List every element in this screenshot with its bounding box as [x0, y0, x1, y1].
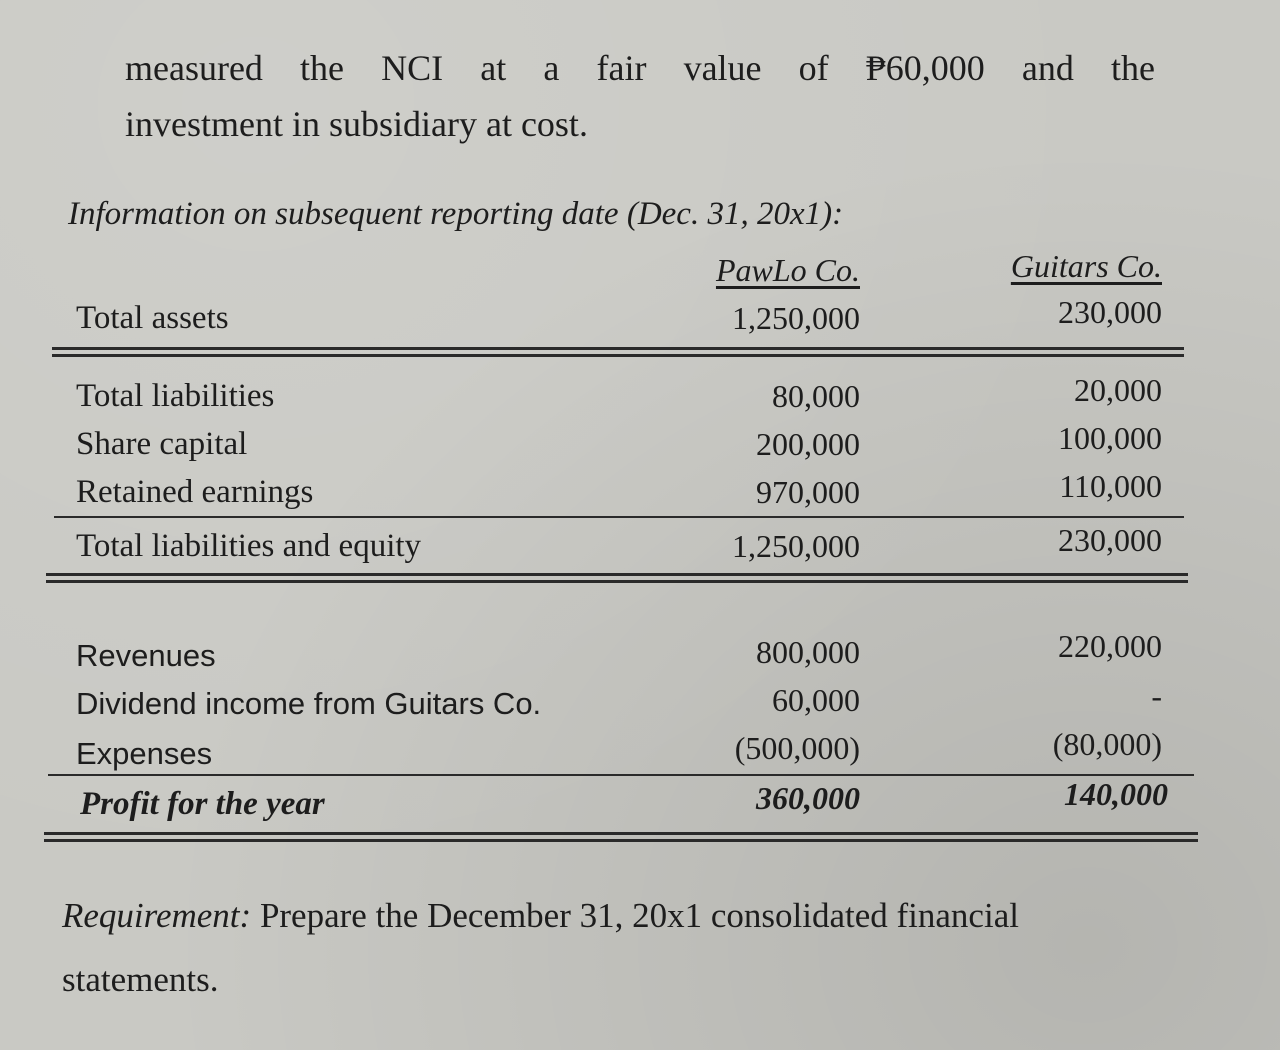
intro-line-2: investment in subsidiary at cost.	[125, 104, 588, 144]
row-total-assets	[0, 294, 1280, 348]
subtotal-rule	[48, 774, 1194, 776]
value-guitars: (80,000)	[1052, 726, 1162, 762]
row-total-liabilities	[0, 372, 1280, 426]
value-pawlo: 800,000	[756, 634, 860, 670]
subtotal-rule	[54, 516, 1184, 518]
double-rule-bottom	[46, 580, 1188, 583]
value-pawlo: 970,000	[756, 474, 860, 510]
column-header-pawlo: PawLo Co.	[715, 252, 860, 288]
row-share-capital	[0, 420, 1280, 474]
value-pawlo: 1,250,000	[732, 528, 860, 564]
value-pawlo: 1,250,000	[732, 300, 860, 336]
value-guitars: -	[1151, 678, 1162, 714]
row-revenues	[0, 628, 1280, 686]
value-guitars: 220,000	[1058, 628, 1162, 664]
row-label: Dividend income from Guitars Co.	[76, 686, 542, 721]
row-label: Total liabilities	[76, 378, 275, 414]
row-label: Share capital	[76, 426, 248, 462]
double-rule-top	[52, 347, 1184, 350]
double-rule-bottom	[44, 839, 1198, 842]
intro-line-1: measured the NCI at a fair value of ₱60,000 and the	[125, 48, 1155, 88]
value-guitars: 140,000	[1064, 776, 1168, 812]
row-label: Revenues	[76, 638, 216, 673]
column-header-guitars: Guitars Co.	[1010, 248, 1162, 284]
requirement-text: Prepare the December 31, 20x1 consolidated financial statements.	[62, 896, 1019, 999]
value-pawlo: 60,000	[772, 682, 860, 718]
row-total-liabilities-equity	[0, 522, 1280, 576]
value-guitars: 110,000	[1059, 468, 1162, 504]
row-profit	[0, 776, 1280, 834]
row-label: Profit for the year	[80, 786, 325, 822]
info-heading: Information on subsequent reporting date (Dec. 31, 20x1):	[68, 196, 844, 232]
value-guitars: 100,000	[1058, 420, 1162, 456]
value-guitars: 230,000	[1058, 522, 1162, 558]
double-rule-top	[44, 832, 1198, 835]
value-pawlo: 80,000	[772, 378, 860, 414]
double-rule-bottom	[52, 354, 1184, 357]
value-pawlo: (500,000)	[734, 730, 860, 766]
requirement-label: Requirement:	[62, 896, 252, 935]
row-label: Total liabilities and equity	[76, 528, 422, 564]
row-label: Total assets	[76, 300, 229, 336]
value-pawlo: 200,000	[756, 426, 860, 462]
double-rule-top	[46, 573, 1188, 576]
row-label: Retained earnings	[76, 474, 314, 510]
value-guitars: 230,000	[1058, 294, 1162, 330]
row-label: Expenses	[76, 736, 213, 771]
requirement-paragraph	[62, 884, 1182, 1012]
row-retained-earnings	[0, 468, 1280, 522]
value-pawlo: 360,000	[756, 780, 860, 816]
value-guitars: 20,000	[1074, 372, 1162, 408]
intro-paragraph	[125, 40, 1155, 152]
